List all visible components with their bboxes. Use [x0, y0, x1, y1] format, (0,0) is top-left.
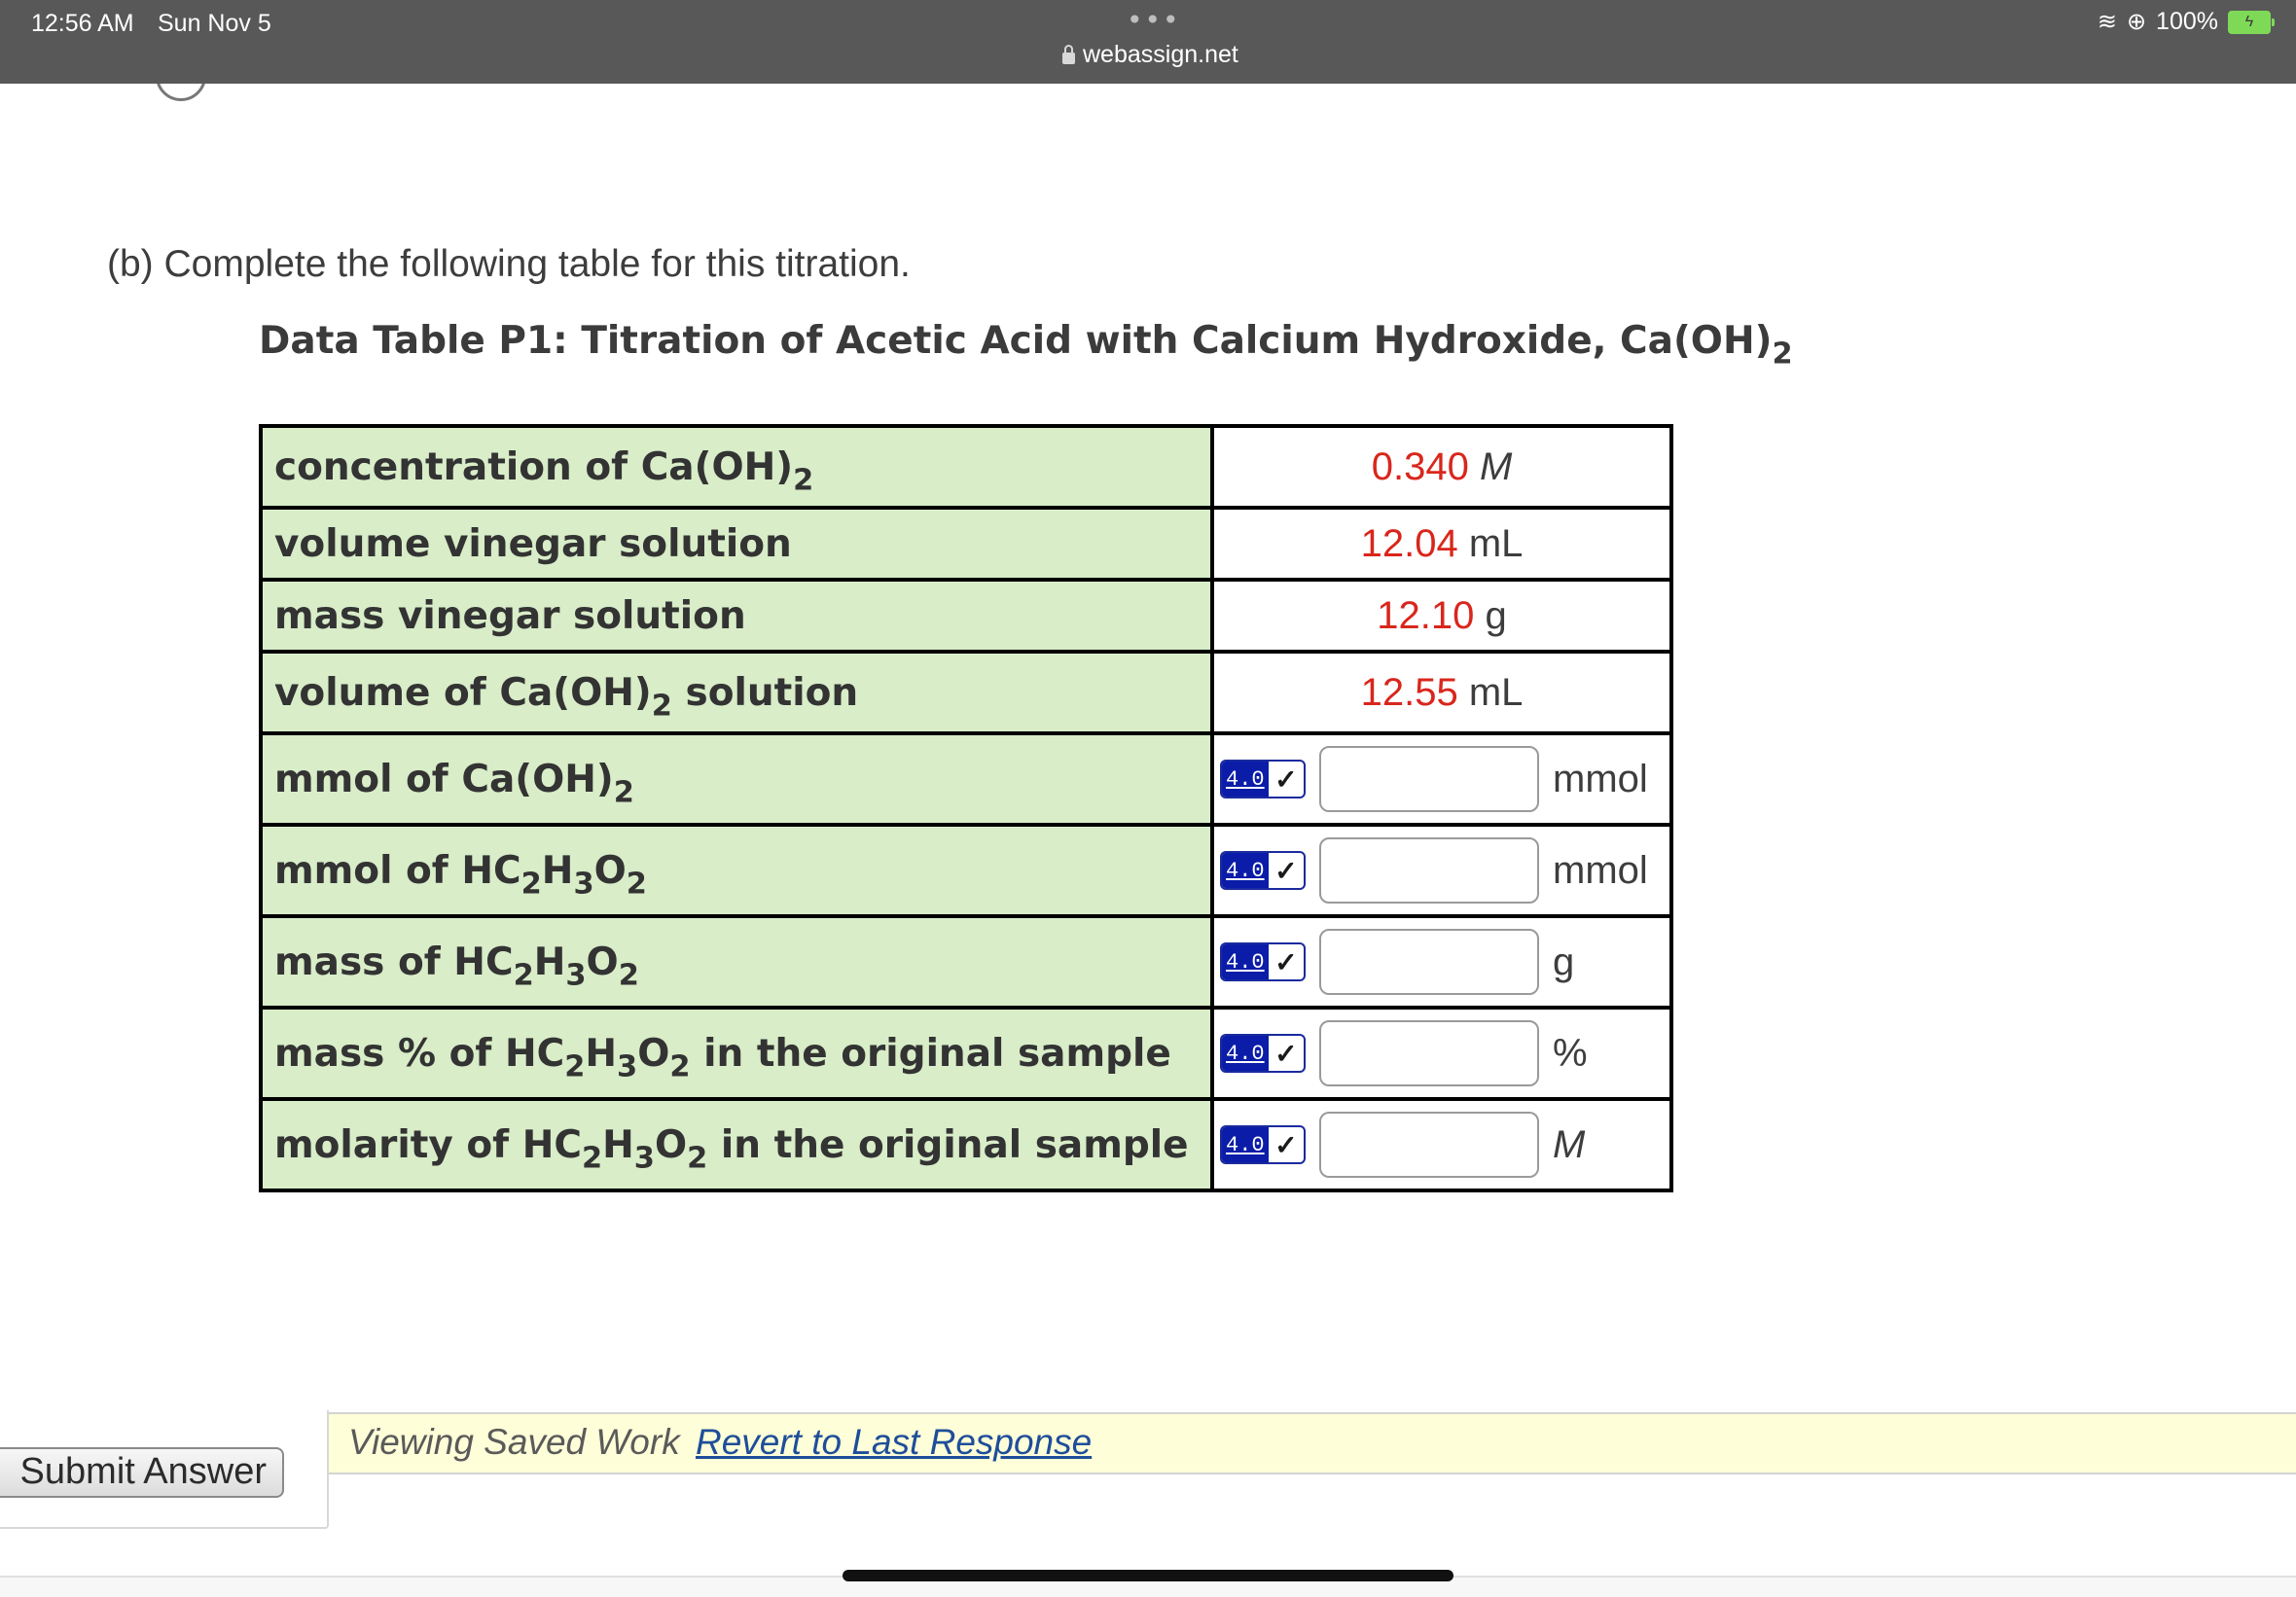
answer-input-mmol-acid[interactable] [1319, 837, 1539, 904]
answer-input-molarity[interactable] [1319, 1112, 1539, 1178]
row-label: mass vinegar solution [261, 580, 1212, 652]
check-icon: ✓ [1274, 946, 1298, 977]
wifi-icon: ≋ [2097, 9, 2117, 35]
status-date: Sun Nov 5 [158, 10, 271, 37]
precision-badge[interactable]: 4.0 ✓ [1220, 1034, 1306, 1073]
row-value: 12.55 mL [1212, 652, 1671, 733]
unit-label: mmol [1553, 848, 1648, 892]
table-row [261, 733, 1671, 825]
table-row [261, 1008, 1671, 1099]
table-row [261, 916, 1671, 1008]
status-time: 12:56 AM [31, 10, 134, 37]
precision-badge[interactable]: 4.0 ✓ [1220, 760, 1306, 798]
check-icon: ✓ [1274, 855, 1298, 886]
question-prompt: (b) Complete the following table for this titration. [107, 243, 911, 285]
check-icon: ✓ [1274, 1038, 1298, 1069]
unit-label: % [1553, 1031, 1588, 1075]
saved-work-text: Viewing Saved Work [348, 1422, 680, 1462]
answer-input-mass-percent[interactable] [1319, 1020, 1539, 1086]
table-row [261, 1099, 1671, 1190]
unit-label: M [1553, 1122, 1586, 1166]
table-row [261, 508, 1671, 580]
row-label: mmol of $HC_2H_3O_2$ [261, 825, 1212, 916]
answer-cell [1212, 825, 1671, 916]
row-label: volume of $Ca(OH)_2$ solution [261, 652, 1212, 733]
status-bar [0, 0, 2296, 84]
answer-input-mass-acid[interactable] [1319, 929, 1539, 995]
precision-badge[interactable]: 4.0 ✓ [1220, 851, 1306, 890]
home-indicator[interactable] [843, 1570, 1453, 1581]
battery-percent: 100% [2156, 8, 2218, 35]
row-value: 12.10 g [1212, 580, 1671, 652]
submit-answer-button[interactable]: Submit Answer [0, 1447, 284, 1498]
more-dots-icon[interactable]: ••• [1127, 4, 1181, 36]
battery-charging-icon: ϟ [2228, 11, 2271, 34]
answer-cell [1212, 1099, 1671, 1190]
table-row [261, 580, 1671, 652]
row-value: 12.04 mL [1212, 508, 1671, 580]
status-indicators [2098, 8, 2271, 36]
table-title: Data Table P1: Titration of Acetic Acid with Calcium Hydroxide, $Ca(OH)_2$ [259, 319, 1793, 372]
lock-icon [1062, 53, 1075, 64]
row-label: mass of $HC_2H_3O_2$ [261, 916, 1212, 1008]
row-label: mmol of $Ca(OH)_2$ [261, 733, 1212, 825]
table-row [261, 426, 1671, 508]
check-icon: ✓ [1274, 1129, 1298, 1160]
precision-badge[interactable]: 4.0 ✓ [1220, 942, 1306, 981]
data-table [259, 424, 1673, 1192]
url-text: webassign.net [1083, 41, 1238, 68]
answer-input-mmol-caoh2[interactable] [1319, 746, 1539, 812]
unit-label: mmol [1553, 757, 1648, 800]
revert-link[interactable]: Revert to Last Response [695, 1422, 1093, 1462]
check-icon: ✓ [1274, 763, 1298, 795]
row-label: concentration of $Ca(OH)_2$ [261, 426, 1212, 508]
row-label: mass % of $HC_2H_3O_2$ in the original sample [261, 1008, 1212, 1099]
answer-cell [1212, 733, 1671, 825]
saved-work-bar [329, 1412, 2296, 1474]
orientation-lock-icon: ⊕ [2126, 9, 2147, 35]
answer-cell [1212, 1008, 1671, 1099]
table-row [261, 652, 1671, 733]
unit-label: g [1553, 940, 1575, 983]
answer-cell [1212, 916, 1671, 1008]
precision-badge[interactable]: 4.0 ✓ [1220, 1125, 1306, 1164]
row-label: volume vinegar solution [261, 508, 1212, 580]
address-bar[interactable] [1062, 41, 1238, 69]
row-label: molarity of $HC_2H_3O_2$ in the original sample [261, 1099, 1212, 1190]
table-row [261, 825, 1671, 916]
row-value: 0.340 M [1212, 426, 1671, 508]
